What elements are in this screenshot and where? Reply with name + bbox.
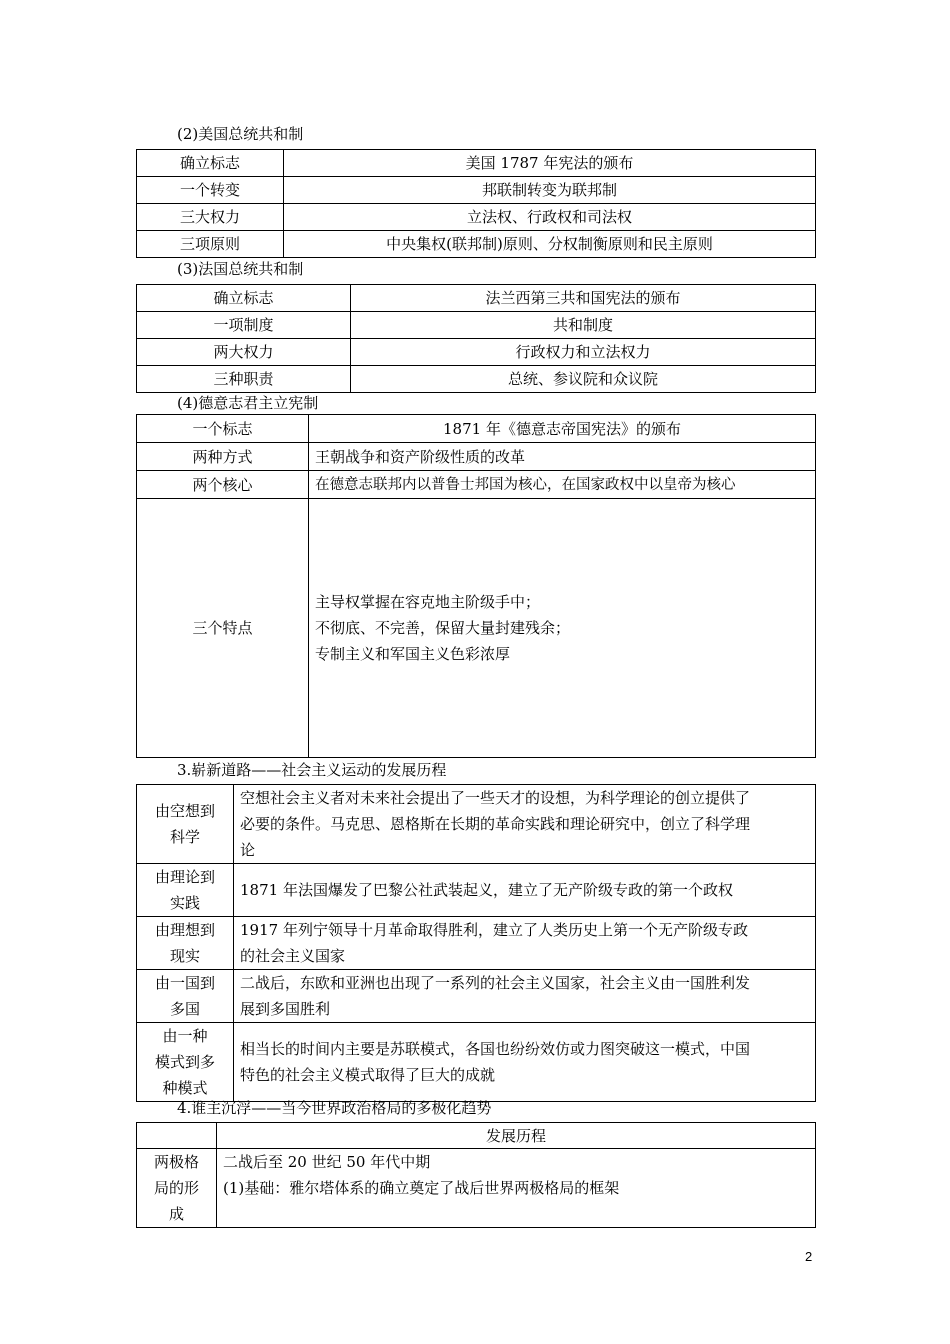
row-key-line: 模式到多 (154, 1053, 215, 1071)
germany-monarchy-table (136, 414, 816, 758)
row-key-line: 多国 (169, 1000, 200, 1018)
row-value (234, 864, 816, 917)
row-key: 确立标志 (137, 285, 351, 312)
row-key (137, 785, 234, 864)
row-value-line: 相当长的时间内主要是苏联模式，各国也纷纷效仿或力图突破这一模式，中国 (240, 1040, 751, 1058)
socialism-table (136, 784, 816, 1102)
page-number: 2 (805, 1249, 813, 1264)
row-key-line: 实践 (169, 894, 200, 912)
row-key: 一项制度 (137, 312, 351, 339)
row-value: 行政权力和立法权力 (351, 339, 816, 366)
row-value-line: 二战后，东欧和亚洲也出现了一系列的社会主义国家，社会主义由一国胜利发 (240, 974, 751, 992)
row-value (234, 785, 816, 864)
section-heading-germany: (4)德意志君主立宪制 (177, 394, 319, 412)
feature-item: 专制主义和军国主义色彩浓厚 (315, 645, 511, 663)
row-value-line: 空想社会主义者对未来社会提出了一些天才的设想，为科学理论的创立提供了 (240, 789, 751, 807)
row-key-line: 由一种 (162, 1027, 208, 1045)
section-heading-socialism: 3.崭新道路——社会主义运动的发展历程 (177, 761, 447, 779)
row-key (137, 1149, 217, 1228)
row-key-line: 成 (168, 1205, 184, 1223)
row-value (234, 970, 816, 1023)
row-value-line: 必要的条件。马克思、恩格斯在长期的革命实践和理论研究中，创立了科学理 (240, 815, 751, 833)
row-value: 总统、参议院和众议院 (351, 366, 816, 393)
politics-table (136, 1122, 816, 1228)
row-value: 王朝战争和资产阶级性质的改革 (309, 443, 816, 471)
row-value: 法兰西第三共和国宪法的颁布 (351, 285, 816, 312)
row-value: 在德意志联邦内以普鲁士邦国为核心，在国家政权中以皇帝为核心 (309, 471, 816, 499)
feature-item: 主导权掌握在容克地主阶级手中； (315, 593, 541, 611)
row-value-line: 展到多国胜利 (240, 1000, 331, 1018)
row-value: 美国 1787 年宪法的颁布 (284, 150, 816, 177)
section-heading-us: (2)美国总统共和制 (177, 125, 304, 143)
features-list (309, 499, 816, 758)
row-key-line: 由一国到 (154, 974, 215, 992)
row-key (137, 917, 234, 970)
row-key (137, 864, 234, 917)
row-value: 立法权、行政权和司法权 (284, 204, 816, 231)
row-value-line: 的社会主义国家 (240, 947, 346, 965)
section-heading-france: (3)法国总统共和制 (177, 260, 304, 278)
row-key-line: 局的形 (153, 1179, 199, 1197)
row-key-line: 现实 (169, 947, 200, 965)
row-value-line: 1871 年法国爆发了巴黎公社武装起义，建立了无产阶级专政的第一个政权 (240, 881, 733, 899)
row-value (234, 1023, 816, 1102)
row-key-line: 种模式 (162, 1079, 208, 1097)
row-key-line: 由理想到 (154, 921, 215, 939)
row-key: 三大权力 (137, 204, 284, 231)
row-value-line: 论 (240, 841, 256, 859)
france-presidential-table (136, 284, 816, 393)
row-value-line: 二战后至 20 世纪 50 年代中期 (223, 1153, 431, 1171)
row-value (217, 1149, 816, 1228)
row-key: 一个标志 (137, 415, 309, 443)
corner-cell (137, 1123, 217, 1149)
us-presidential-table (136, 149, 816, 258)
row-key: 三项原则 (137, 231, 284, 258)
row-key (137, 1023, 234, 1102)
row-value: 1871 年《德意志帝国宪法》的颁布 (309, 415, 816, 443)
row-value-line: (1)基础：雅尔塔体系的确立奠定了战后世界两极格局的框架 (223, 1179, 620, 1197)
row-value: 中央集权(联邦制)原则、分权制衡原则和民主原则 (284, 231, 816, 258)
row-key: 两种方式 (137, 443, 309, 471)
row-value-line: 1917 年列宁领导十月革命取得胜利，建立了人类历史上第一个无产阶级专政 (240, 921, 748, 939)
row-key: 确立标志 (137, 150, 284, 177)
row-key: 一个转变 (137, 177, 284, 204)
row-value: 邦联制转变为联邦制 (284, 177, 816, 204)
row-key: 两大权力 (137, 339, 351, 366)
section-heading-politics: 4.谁主沉浮——当今世界政治格局的多极化趋势 (177, 1099, 492, 1117)
feature-item: 不彻底、不完善，保留大量封建残余； (315, 619, 571, 637)
row-key-line: 由理论到 (154, 868, 215, 886)
row-key: 两个核心 (137, 471, 309, 499)
row-value-line: 特色的社会主义模式取得了巨大的成就 (240, 1066, 496, 1084)
row-value (234, 917, 816, 970)
row-key-line: 科学 (169, 828, 200, 846)
row-key-line: 两极格 (153, 1153, 199, 1171)
features-label: 三个特点 (137, 499, 309, 758)
column-header: 发展历程 (217, 1123, 816, 1149)
row-value: 共和制度 (351, 312, 816, 339)
row-key (137, 970, 234, 1023)
row-key-line: 由空想到 (154, 802, 215, 820)
row-key: 三种职责 (137, 366, 351, 393)
